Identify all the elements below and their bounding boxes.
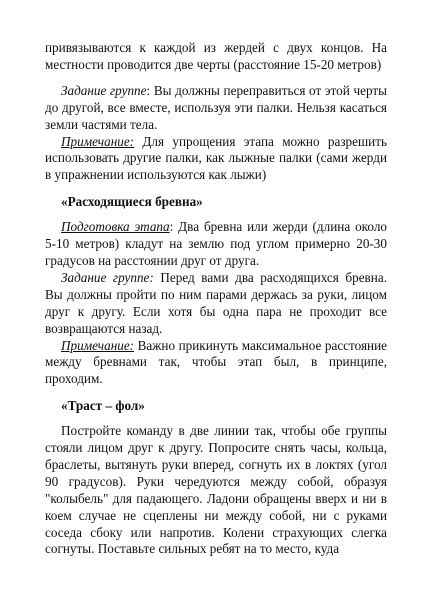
paragraph-text: Постройте команду в две линии так, чтобы обе группы стояли лицом друг к другу. Попросите снять часы, кольца, браслеты, вытянуть руки вперед, согнуть их в локтях (угол 90 градусов). Руки чередуются между собой, образуя "колыбель" для падающего. Ладони обращены вверх и ни в коем случае не сцеплены ни между собой, ни с руками соседа сбоку или напротив. Колени страхующих слегка согнуты. Поставьте сильных ребят на то место, куда (45, 423, 387, 557)
paragraph-trust-fall (45, 423, 387, 558)
paragraph-text: привязываются к каждой из жердей с двух концов. На местности проводится две черты (расстояние 15-20 метров) (45, 40, 387, 72)
paragraph-task (45, 83, 387, 134)
preparation-text: : Два бревна или жерди (длина около 5-10 метров) кладут на землю под углом примерно 20-30 градусов на расстоянии друг от друга. (45, 219, 387, 268)
section-title-trust-fall: «Траст – фол» (61, 398, 145, 414)
paragraph-note-logs (45, 338, 387, 389)
task-text: Перед вами два расходящихся бревна. Вы должны пройти по ним парами держась за руки, лицом друг к другу. Если хотя бы одна пара не проходит все возвращаются назад. (45, 269, 387, 336)
note-label: Примечание: (61, 133, 135, 149)
note-text: Важно прикинуть максимальное расстояние между бревнами так, чтобы этап был, в принципе, проходим. (45, 337, 387, 387)
task-label: Задание группе: (61, 269, 154, 285)
paragraph-materials (45, 40, 387, 74)
task-label: Задание группе (61, 82, 147, 98)
task-text: : Вы должны переправиться от этой черты до другой, все вместе, используя эти палки. Нельзя касаться земли частями тела. (45, 82, 387, 132)
paragraph-task-logs (45, 270, 387, 338)
preparation-label: Подготовка этапа (61, 219, 170, 235)
note-label: Примечание: (61, 337, 135, 353)
note-text: Для упрощения этапа можно разрешить использовать другие палки, как лыжные палки (сами жерди в упражнении используются как лыжи) (45, 133, 387, 183)
paragraph-preparation (45, 219, 387, 270)
paragraph-note (45, 134, 387, 185)
section-title-diverging-logs: «Расходящиеся бревна» (61, 194, 203, 210)
